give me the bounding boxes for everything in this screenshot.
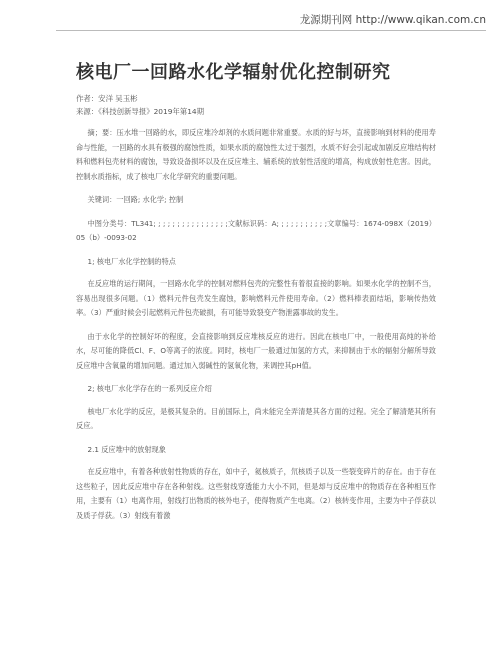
paragraph-4: 在反应堆中，有着各种放射性物质的存在，如中子，氦核质子，氘核质子以及一些裂变碎片的存在。由于存在这些粒子，因此反应堆中存在各种射线。这些射线穿透能力大小不同，但是却与反应堆中的物质存在各种相互作用，主要有（1）电离作用，射线打出物质的核外电子，使得物质产生电离。（2）核转变作用，主要为中子俘获以及质子俘获。（3）射线有着激 [76,467,436,520]
site-header[interactable]: 龙源期刊网 http://www.qikan.com.cn [299,14,486,26]
paragraph-1: 在反应堆的运行期间，一回路水化学的控制对燃料包壳的完整性有着很直接的影响。如果水化学的控制不当，容易出现很多问题。（1）燃料元件包壳发生腐蚀，影响燃料元件使用寿命。（2）燃料棒表面结垢，影响传热效率。（3）严重时候会引起燃料元件包壳破损，有可能导致裂变产物泄露事故的发生。 [76,279,436,317]
paragraph-2: 由于水化学的控制好坏的程度，会直接影响到反应堆核反应的进行。因此在核电厂中，一般使用高纯的补给水，尽可能的降低Cl、F、O等离子的浓度。同时，核电厂一般通过加氢的方式，来抑制由于水的辐射分解所导致反应堆中含氧量的增加问题。通过加入弱碱性的氢氧化物，来调控其pH值。 [76,331,436,370]
paragraph-3: 核电厂水化学的反应，是极其复杂的。目前国际上，尚未能完全弄清楚其各方面的过程。完全了解清楚其所有反应。 [76,406,436,430]
article [76,58,436,532]
article-body [76,126,436,523]
section-heading-2: 2; 核电厂水化学存在的一系列反应介绍 [87,384,212,393]
header-divider [56,30,486,31]
abstract: 摘；要：压水堆一回路的水，即反应堆冷却剂的水质问题非常重要。水质的好与坏，直接影响到材料的使用寿命与性能，一回路的水具有极强的腐蚀性质，如果水质的腐蚀性太过于强烈，水质不好会引起或加剧反应堆结构材料和燃料包壳材料的腐蚀，导致设备损坏以及在反应堆主、辅系统的放射性活度的增高，构成放射性危害。因此，控制水质指标，成了核电厂水化学研究的重要问题。 [76,128,436,181]
classification-info: 中图分类号：TL341; ; ; ; ; ; ; ; ; ; ; ; ; ; ; ;文献标识码：A; ; ; ; ; ; ; ; ; ; ;文章编号：1674-098X（2019）05（b）-0093-02 [76,218,436,242]
section-heading-2-1: 2.1 反应堆中的放射现象 [87,444,166,454]
article-authors: 作者：安洋 吴玉彬 [76,94,138,103]
section-heading-1: 1; 核电厂水化学控制的特点 [87,256,176,266]
article-source: 来源：《科技创新导报》2019年第14期 [76,107,204,116]
article-title: 核电厂一回路水化学辐射优化控制研究 [76,62,391,83]
keywords: 关键词：一回路; 水化学; 控制 [87,195,184,204]
